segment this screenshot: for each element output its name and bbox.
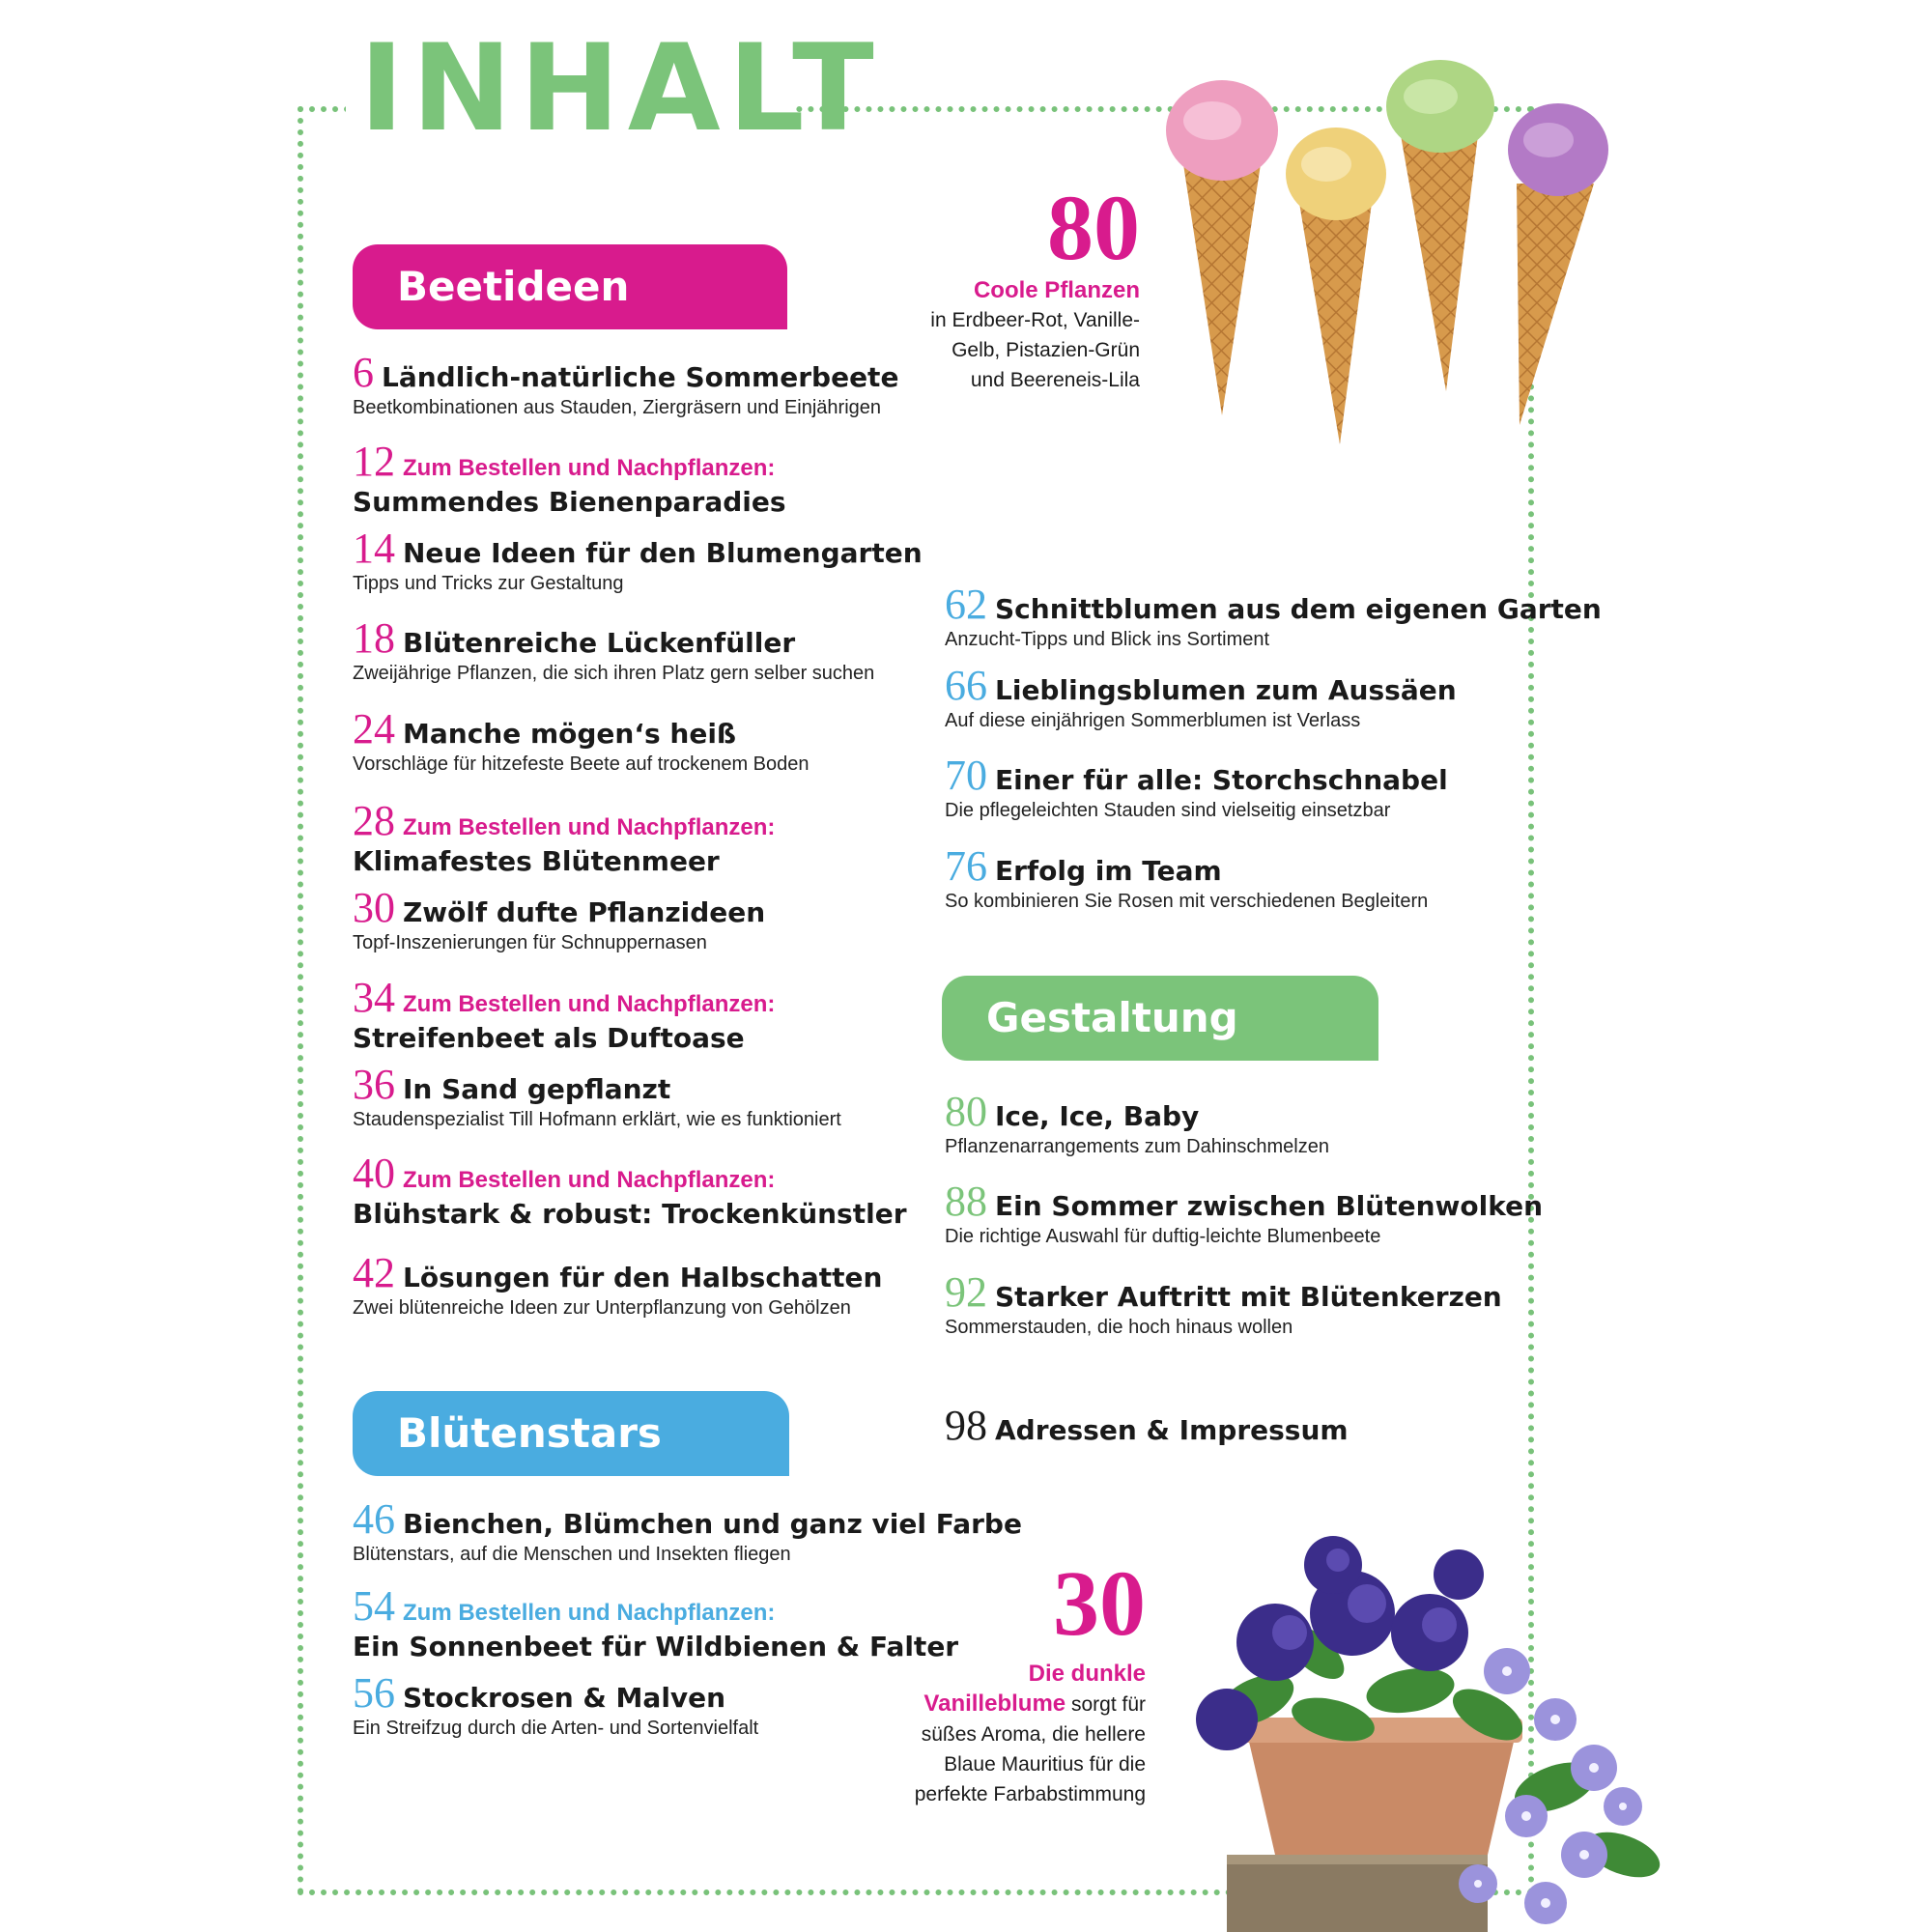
toc-entry-62[interactable]	[945, 581, 1602, 652]
page-number: 88	[945, 1178, 987, 1225]
toc-entry-6[interactable]	[353, 349, 899, 420]
page-number: 18	[353, 614, 395, 662]
teaser-flower-highlight: Vanilleblume	[923, 1690, 1066, 1717]
entry-prefix: Zum Bestellen und Nachpflanzen:	[403, 455, 776, 481]
purple-ice-cream-cone	[1508, 103, 1608, 425]
entry-title: Manche mögen‘s heiß	[403, 718, 737, 750]
entry-subtitle: Vorschläge für hitzefeste Beete auf trockenem Boden	[353, 753, 810, 775]
toc-entry-56[interactable]	[353, 1669, 759, 1741]
entry-subtitle: Zwei blütenreiche Ideen zur Unterpflanzung von Gehölzen	[353, 1297, 851, 1319]
entry-subtitle: Anzucht-Tipps und Blick ins Sortiment	[945, 629, 1270, 650]
teaser-flower-caption	[840, 1659, 1146, 1809]
page-number: 62	[945, 581, 987, 628]
toc-entry-36[interactable]	[353, 1061, 841, 1132]
entry-subtitle: Staudenspezialist Till Hofmann erklärt, wie es funktioniert	[353, 1109, 841, 1130]
teaser-flower-line: Blaue Mauritius für die	[944, 1753, 1146, 1776]
page-number: 76	[945, 842, 987, 890]
heliotrope-flower-pot-illustration	[1169, 1536, 1768, 1932]
entry-subtitle: So kombinieren Sie Rosen mit verschiedenen Begleitern	[945, 891, 1429, 912]
teaser-flower-line: süßes Aroma, die hellere	[921, 1723, 1146, 1746]
toc-entry-18[interactable]	[353, 614, 875, 686]
toc-entry-92[interactable]	[945, 1268, 1502, 1340]
teaser-ice-line: und Beereneis-Lila	[970, 369, 1140, 391]
teaser-ice-page-number: 80	[1047, 176, 1140, 279]
page-number: 6	[353, 349, 374, 396]
entry-subtitle: Die richtige Auswahl für duftig-leichte Blumenbeete	[945, 1226, 1381, 1247]
teaser-flower-line: perfekte Farbabstimmung	[914, 1783, 1146, 1805]
toc-entry-42[interactable]	[353, 1249, 883, 1321]
teaser-ice-line: in Erdbeer-Rot, Vanille-	[930, 309, 1140, 331]
toc-entry-28[interactable]	[353, 797, 776, 878]
page-number: 80	[945, 1088, 987, 1135]
toc-entry-98[interactable]	[945, 1402, 1349, 1449]
entry-title: Lieblingsblumen zum Aussäen	[995, 674, 1457, 706]
entry-subtitle: Auf diese einjährigen Sommerblumen ist Verlass	[945, 710, 1361, 731]
page-number: 34	[353, 974, 395, 1021]
toc-entry-14[interactable]	[353, 525, 923, 596]
ice-cream-cones-illustration	[1154, 53, 1618, 459]
entry-title: Stockrosen & Malven	[403, 1682, 726, 1714]
toc-entry-54[interactable]	[353, 1582, 959, 1663]
entry-title: Adressen & Impressum	[995, 1414, 1349, 1446]
toc-entry-80[interactable]	[945, 1088, 1329, 1159]
green-ice-cream-cone	[1386, 60, 1494, 391]
page-number: 40	[353, 1150, 395, 1197]
entry-subtitle: Pflanzenarrangements zum Dahinschmelzen	[945, 1136, 1329, 1157]
teaser-flower-text: sorgt für	[1070, 1693, 1146, 1716]
teaser-flower-page-number: 30	[1053, 1551, 1146, 1655]
entry-title: Schnittblumen aus dem eigenen Garten	[995, 593, 1602, 625]
section-beetideen: Beetideen	[353, 244, 787, 329]
entry-title: Zwölf dufte Pflanzideen	[403, 896, 766, 928]
entry-title: Ein Sonnenbeet für Wildbienen & Falter	[353, 1631, 959, 1662]
entry-subtitle: Tipps und Tricks zur Gestaltung	[353, 573, 624, 594]
page-number: 56	[353, 1669, 395, 1717]
toc-entry-46[interactable]	[353, 1495, 1022, 1567]
pink-ice-cream-cone	[1166, 80, 1278, 415]
page-title: INHALT	[359, 19, 882, 158]
toc-entry-76[interactable]	[945, 842, 1429, 914]
page-number: 30	[353, 884, 395, 931]
entry-title: Ländlich-natürliche Sommerbeete	[382, 361, 899, 393]
page-number: 42	[353, 1249, 395, 1296]
yellow-ice-cream-cone	[1286, 128, 1386, 444]
entry-title: In Sand gepflanzt	[403, 1073, 671, 1105]
page-number: 92	[945, 1268, 987, 1316]
toc-entry-66[interactable]	[945, 662, 1457, 733]
toc-entry-40[interactable]	[353, 1150, 907, 1231]
entry-title: Klimafestes Blütenmeer	[353, 845, 720, 877]
entry-prefix: Zum Bestellen und Nachpflanzen:	[403, 814, 776, 840]
entry-subtitle: Topf-Inszenierungen für Schnuppernasen	[353, 932, 707, 953]
entry-title: Ein Sommer zwischen Blütenwolken	[995, 1190, 1544, 1222]
page-number: 70	[945, 752, 987, 799]
page-number: 28	[353, 797, 395, 844]
entry-prefix: Zum Bestellen und Nachpflanzen:	[403, 991, 776, 1017]
toc-entry-12[interactable]	[353, 438, 786, 519]
page-number: 12	[353, 438, 395, 485]
entry-subtitle: Sommerstauden, die hoch hinaus wollen	[945, 1317, 1293, 1338]
entry-title: Bienchen, Blümchen und ganz viel Farbe	[403, 1508, 1022, 1540]
section-bluetenstars: Blütenstars	[353, 1391, 789, 1476]
entry-title: Ice, Ice, Baby	[995, 1100, 1200, 1132]
entry-title: Lösungen für den Halbschatten	[403, 1262, 883, 1293]
entry-subtitle: Blütenstars, auf die Menschen und Insekten fliegen	[353, 1544, 791, 1565]
toc-entry-30[interactable]	[353, 884, 766, 955]
entry-title: Summendes Bienenparadies	[353, 486, 786, 518]
entry-subtitle: Zweijährige Pflanzen, die sich ihren Platz gern selber suchen	[353, 663, 875, 684]
page-number: 36	[353, 1061, 395, 1108]
toc-entry-88[interactable]	[945, 1178, 1544, 1249]
entry-title: Streifenbeet als Duftoase	[353, 1022, 745, 1054]
entry-title: Neue Ideen für den Blumengarten	[403, 537, 923, 569]
entry-title: Starker Auftritt mit Blütenkerzen	[995, 1281, 1502, 1313]
teaser-ice-highlight: Coole Pflanzen	[973, 277, 1140, 303]
entry-prefix: Zum Bestellen und Nachpflanzen:	[403, 1600, 776, 1626]
page-number: 46	[353, 1495, 395, 1543]
toc-entry-34[interactable]	[353, 974, 776, 1055]
page-number: 98	[945, 1402, 987, 1449]
page-number: 54	[353, 1582, 395, 1630]
section-gestaltung: Gestaltung	[942, 976, 1378, 1061]
entry-title: Blühstark & robust: Trockenkünstler	[353, 1198, 907, 1230]
teaser-ice-line: Gelb, Pistazien-Grün	[952, 339, 1140, 361]
entry-title: Blütenreiche Lückenfüller	[403, 627, 796, 659]
toc-entry-70[interactable]	[945, 752, 1448, 823]
toc-entry-24[interactable]	[353, 705, 810, 777]
entry-subtitle: Die pflegeleichten Stauden sind vielseitig einsetzbar	[945, 800, 1391, 821]
entry-subtitle: Beetkombinationen aus Stauden, Ziergräsern und Einjährigen	[353, 397, 882, 418]
entry-title: Einer für alle: Storchschnabel	[995, 764, 1448, 796]
entry-subtitle: Ein Streifzug durch die Arten- und Sortenvielfalt	[353, 1718, 759, 1739]
page-number: 24	[353, 705, 395, 753]
entry-title: Erfolg im Team	[995, 855, 1222, 887]
page-number: 14	[353, 525, 395, 572]
entry-prefix: Zum Bestellen und Nachpflanzen:	[403, 1167, 776, 1193]
page-number: 66	[945, 662, 987, 709]
teaser-flower-highlight: Die dunkle	[1028, 1661, 1146, 1687]
